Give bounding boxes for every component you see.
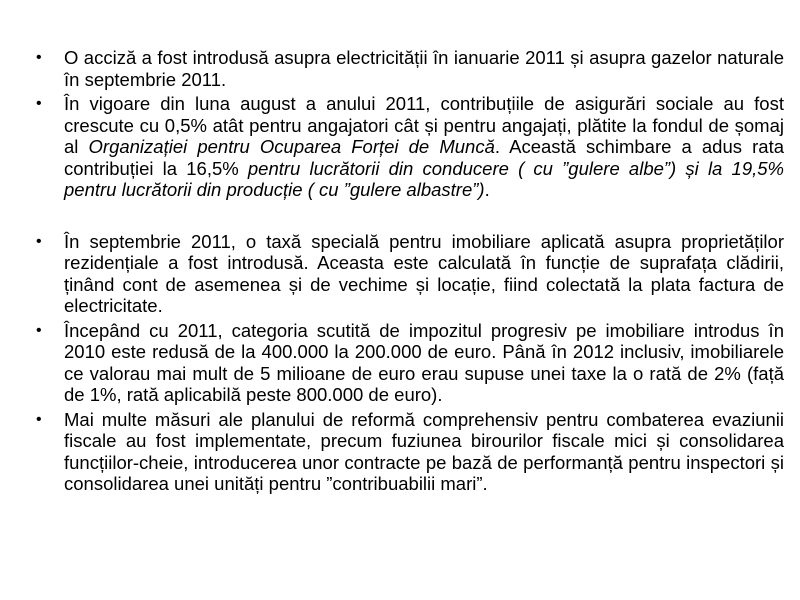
bullet-text-middle: . Această schimbare a adus rata contribuției la 16,5% [64, 136, 784, 179]
bullet-item-progressive-tax [34, 320, 784, 406]
bullet-marker: • [36, 95, 42, 112]
bullet-list [34, 47, 784, 498]
bullet-text: Începând cu 2011, categoria scutită de impozitul progresiv pe imobiliare introdus în 2010 este redusă de la 400.000 la 200.000 de euro. Până în 2012 inclusiv, imobiliarele ce valorau mai mult de 5 milioane de euro erau supuse unei taxe la o rată de 2% (față de 1%, rată aplicabilă peste 800.000 de euro). [64, 319, 784, 405]
bullet-text-end: . [484, 179, 490, 200]
bullet-text: În vigoare din luna august a anului 2011, contribuțiile de asigurări sociale au fost crescute cu 0,5% atât pentru angajatori cât și pentru angajați, plătite la fondul de șomaj al [64, 93, 784, 157]
bullet-marker: • [36, 232, 42, 250]
bullet-text: Mai multe măsuri ale planului de reformă comprehensiv pentru combaterea evaziunii fiscale au fost implementate, precum fuziunea birourilor fiscale mici și consolidarea funcțiilor-cheie, introducerea unor contracte pe bază de performanță pentru inspectori și consolidarea unei unități pentru ”contribuabilii mari”. [64, 408, 784, 494]
bullet-item-property-tax [34, 231, 784, 317]
bullet-item-excise [34, 47, 784, 90]
organization-name: Organizației pentru Ocuparea Forței de Muncă [88, 136, 495, 157]
bullet-marker: • [36, 49, 42, 66]
bullet-text: În septembrie 2011, o taxă specială pentru imobiliare aplicată asupra proprietăților rezidențiale a fost introdusă. Aceasta este calculată în funcție de suprafața clădirii, ținând cont de asemenea și de vechime și locație, fiind colectată la plata factura de electricitate. [64, 230, 784, 316]
contribution-rates-text: pentru lucrătorii din conducere ( cu ”gulere albe”) și la 19,5% pentru lucrătorii din producție ( cu ”gulere albastre”) [64, 157, 784, 200]
bullet-marker: • [36, 321, 42, 339]
bullet-item-social-contributions [34, 93, 784, 201]
bullet-text: O acciză a fost introdusă asupra electricității în ianuarie 2011 și asupra gazelor naturale în septembrie 2011. [64, 47, 784, 90]
bullet-marker: • [36, 410, 42, 428]
bullet-item-tax-evasion-reform [34, 409, 784, 495]
